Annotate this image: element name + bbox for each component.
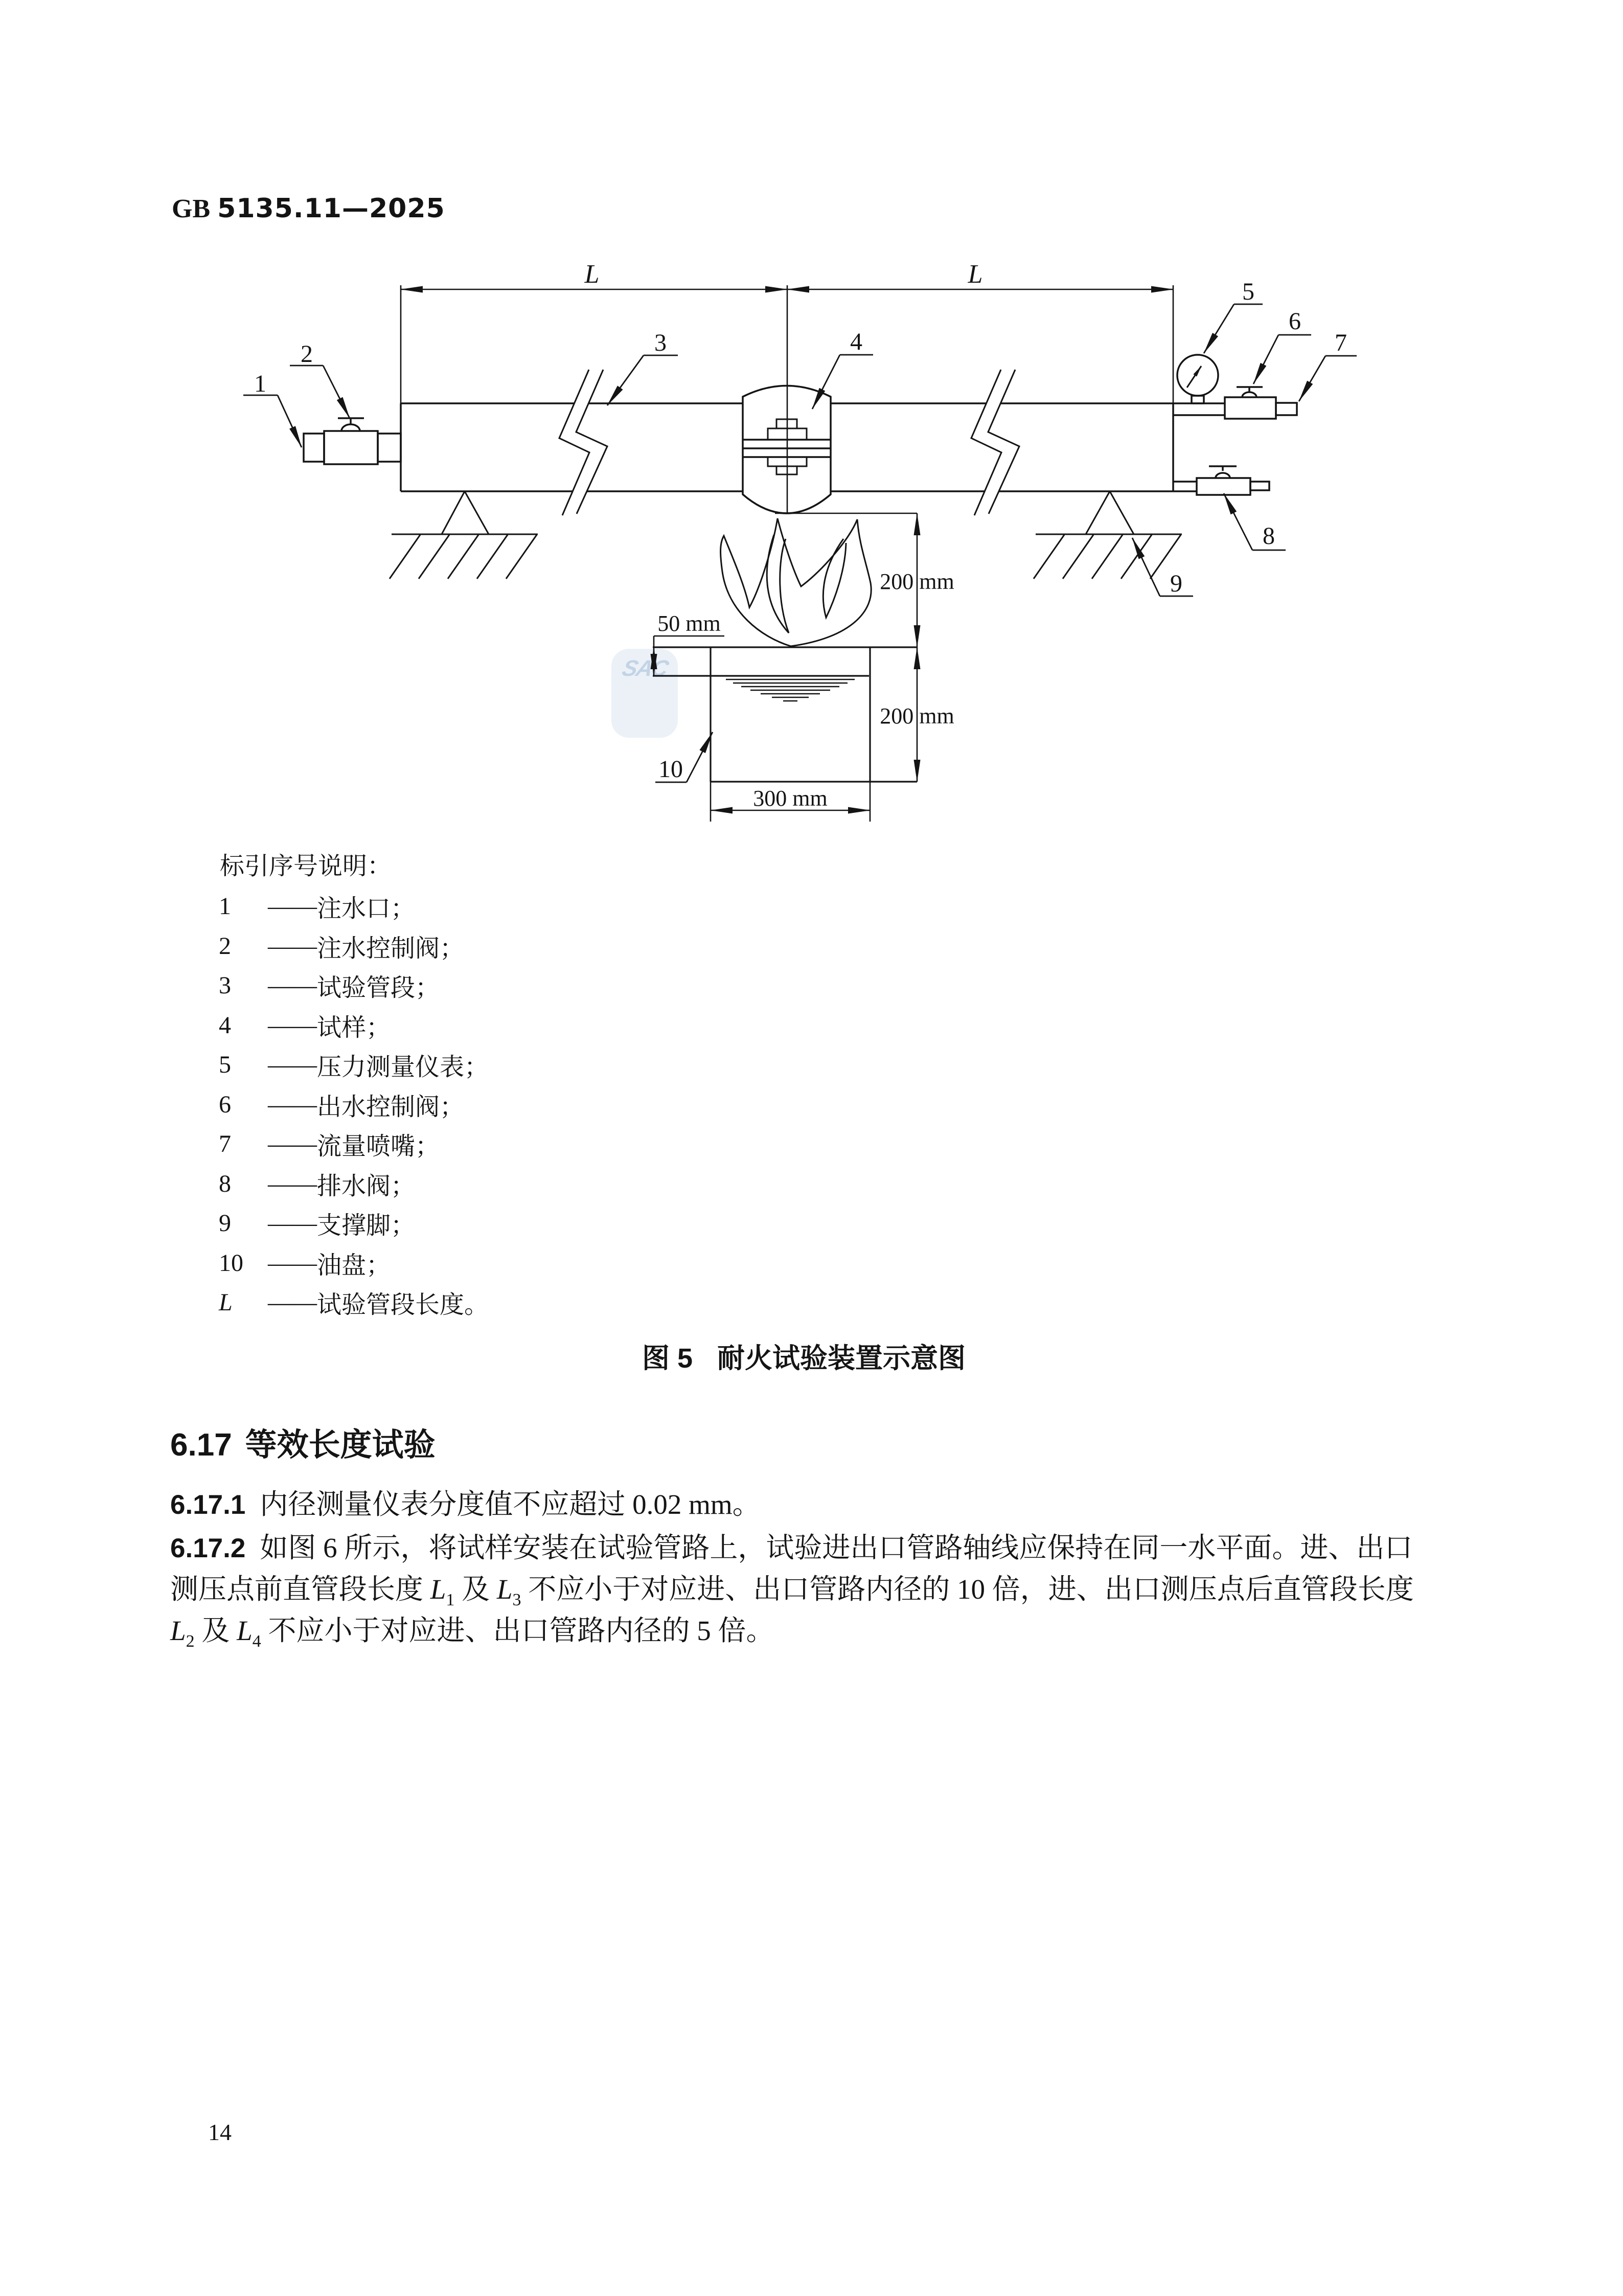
figure-caption-label: 图 5 xyxy=(642,1343,693,1374)
symbol-L3: L xyxy=(496,1574,513,1605)
legend-item-5 xyxy=(219,1045,934,1085)
part-label-9: 9 xyxy=(1170,570,1182,597)
clause-text: 不应小于对应进、出口管路内径的 10 倍，进、出口测压点后直管段长度 xyxy=(521,1574,1414,1605)
part-label-8: 8 xyxy=(1263,522,1275,550)
dim-L-left: L xyxy=(584,260,600,289)
standard-code-number: 5135.11—2025 xyxy=(217,193,445,224)
legend-dash: —— xyxy=(268,1289,317,1316)
legend-dash: —— xyxy=(268,1210,317,1237)
clause-number: 6.17.1 xyxy=(170,1490,246,1520)
legend-dash: —— xyxy=(268,972,317,999)
legend-item-8 xyxy=(219,1164,934,1204)
inlet-valve-assembly xyxy=(304,418,401,464)
legend-num: 8 xyxy=(219,1170,231,1197)
clause-text: 测压点前直管段长度 xyxy=(170,1574,430,1605)
dim-freeboard: 50 mm xyxy=(657,611,721,636)
legend-num: 7 xyxy=(219,1130,231,1158)
clause-6-17-2-line3 xyxy=(170,1615,774,1651)
part-label-5: 5 xyxy=(1242,278,1254,305)
subscript-2: 2 xyxy=(186,1632,195,1651)
legend-label: 试验管段； xyxy=(317,974,440,1002)
part-label-7: 7 xyxy=(1335,329,1347,356)
conjunction: 及 xyxy=(454,1574,497,1605)
legend-item-L xyxy=(219,1283,934,1323)
part-label-6: 6 xyxy=(1289,308,1301,335)
legend-dash: —— xyxy=(268,1011,317,1039)
legend-label: 试验管段长度。 xyxy=(317,1291,489,1319)
clause-6-17-2-line2 xyxy=(170,1574,1414,1609)
subscript-3: 3 xyxy=(512,1590,521,1609)
part-labels xyxy=(254,278,1347,783)
legend-num: 4 xyxy=(219,1011,231,1039)
part-label-2: 2 xyxy=(301,340,313,368)
legend-label: 压力测量仪表； xyxy=(317,1054,489,1081)
standard-code xyxy=(172,194,445,224)
legend-num: 10 xyxy=(219,1249,243,1277)
legend-num: 3 xyxy=(219,972,231,999)
section-title: 等效长度试验 xyxy=(245,1427,436,1463)
page-number: 14 xyxy=(208,2119,232,2145)
dimension-lines xyxy=(401,285,1173,822)
legend-num: 6 xyxy=(219,1090,231,1118)
sac-watermark-text: SAC xyxy=(620,656,671,681)
legend-dash: —— xyxy=(268,1249,317,1277)
pipe-break-symbols xyxy=(559,370,1019,515)
legend-dash: —— xyxy=(268,1090,317,1118)
legend-dash: —— xyxy=(268,932,317,960)
pressure-gauge-icon xyxy=(1177,355,1218,396)
legend-title: 标引序号说明： xyxy=(220,853,392,880)
dim-pan-width: 300 mm xyxy=(753,786,828,811)
subscript-1: 1 xyxy=(446,1590,455,1609)
fire-resistance-test-apparatus-diagram xyxy=(0,245,1623,849)
legend-label: 排水阀； xyxy=(317,1172,416,1200)
legend-num: 5 xyxy=(219,1051,231,1079)
figure-caption xyxy=(0,1343,1608,1374)
section-number: 6.17 xyxy=(170,1427,232,1463)
sac-watermark xyxy=(611,649,678,738)
symbol-L2: L xyxy=(170,1615,186,1646)
legend-item-2 xyxy=(219,926,934,966)
legend-label: 出水控制阀； xyxy=(317,1093,465,1121)
legend-num: 1 xyxy=(219,893,231,920)
figure-caption-title: 耐火试验装置示意图 xyxy=(717,1343,966,1374)
legend-item-1 xyxy=(219,886,934,926)
legend-label: 油盘； xyxy=(317,1252,391,1279)
legend-item-7 xyxy=(219,1124,934,1164)
subscript-4: 4 xyxy=(252,1632,261,1651)
part-label-10: 10 xyxy=(658,756,683,783)
legend-num: 2 xyxy=(219,932,231,960)
legend-label: 注水控制阀； xyxy=(317,935,465,962)
part-label-1: 1 xyxy=(254,370,266,397)
flame-icon xyxy=(721,518,872,646)
legend-label: 注水口； xyxy=(317,895,416,923)
standard-code-prefix: GB xyxy=(172,194,211,223)
clause-text: 不应小于对应进、出口管路内径的 5 倍。 xyxy=(261,1615,774,1646)
legend-label: 支撑脚； xyxy=(317,1212,416,1240)
legend-item-9 xyxy=(219,1203,934,1243)
clause-6-17-2-line1 xyxy=(170,1532,1412,1564)
symbol-L1: L xyxy=(430,1574,446,1605)
legend-item-6 xyxy=(219,1085,934,1125)
symbol-L4: L xyxy=(237,1615,253,1646)
legend-item-3 xyxy=(219,966,934,1006)
support-feet xyxy=(390,491,1182,579)
dim-L-right: L xyxy=(968,260,983,289)
legend-dash: —— xyxy=(268,1130,317,1158)
dim-pan-depth: 200 mm xyxy=(880,703,954,729)
liquid-level-hatch xyxy=(726,679,855,701)
legend-dash: —— xyxy=(268,1051,317,1079)
legend-dash: —— xyxy=(268,1170,317,1197)
part-label-4: 4 xyxy=(850,328,862,355)
clause-text: 内径测量仪表分度值不应超过 0.02 mm。 xyxy=(260,1489,761,1520)
legend-label: 流量喷嘴； xyxy=(317,1133,440,1161)
legend-list xyxy=(219,886,934,1323)
dim-flame-height: 200 mm xyxy=(880,569,954,594)
legend-item-10 xyxy=(219,1243,934,1283)
legend-dash: —— xyxy=(268,893,317,920)
oil-pan xyxy=(653,647,917,782)
part-leaders xyxy=(243,304,1357,782)
section-heading xyxy=(170,1427,436,1464)
legend-label: 试样； xyxy=(317,1014,391,1041)
part-label-3: 3 xyxy=(654,329,667,356)
outlet-assembly xyxy=(1173,355,1297,419)
clause-6-17-1 xyxy=(170,1489,761,1521)
drain-valve-assembly xyxy=(1173,466,1269,495)
legend-num: L xyxy=(219,1289,233,1316)
clause-number: 6.17.2 xyxy=(170,1533,246,1563)
legend-item-4 xyxy=(219,1006,934,1045)
clause-text: 如图 6 所示，将试样安装在试验管路上，试验进出口管路轴线应保持在同一水平面。进、出口 xyxy=(260,1532,1413,1563)
legend-num: 9 xyxy=(219,1210,231,1237)
conjunction: 及 xyxy=(194,1615,237,1646)
